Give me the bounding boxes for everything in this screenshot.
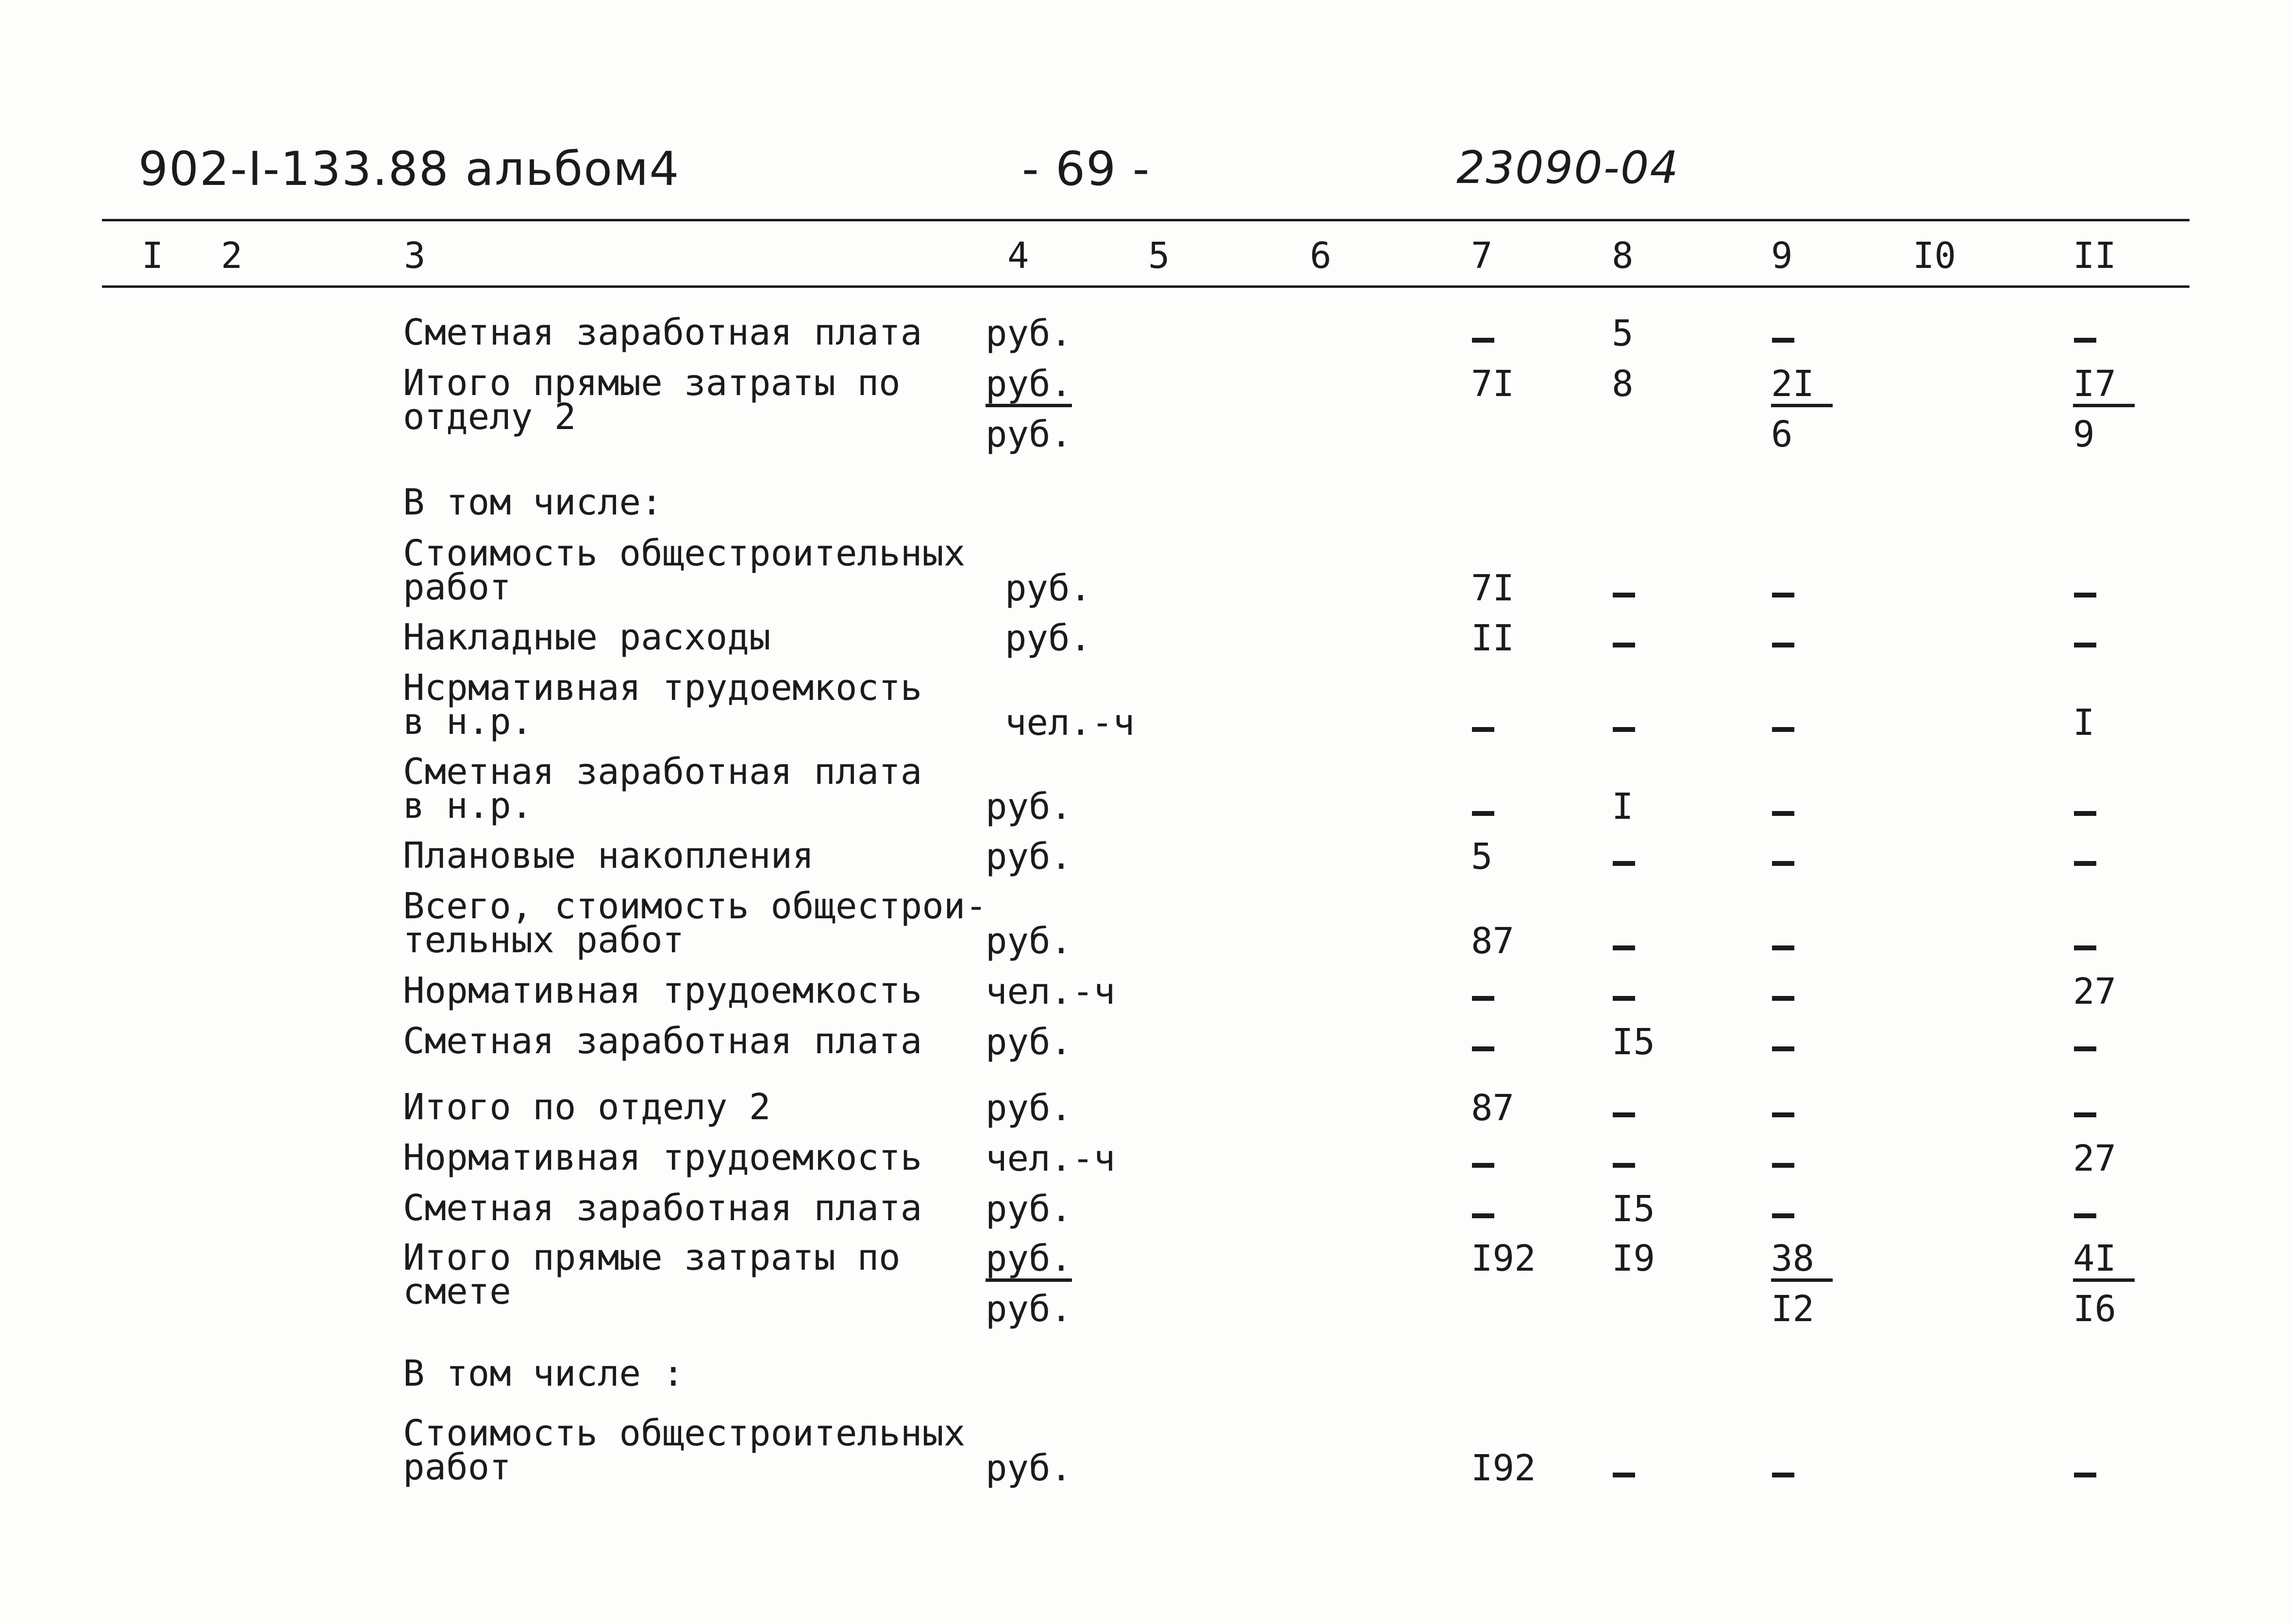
- column-number-6: 6: [1310, 235, 1332, 277]
- section-label: В том числе :: [403, 1353, 685, 1394]
- row-unit: чел.-ч: [986, 1138, 1116, 1179]
- column-number-5: 5: [1148, 235, 1170, 277]
- column-number-4: 4: [1007, 235, 1029, 277]
- dash-mark: [1772, 643, 1794, 647]
- table-top-rule: [102, 219, 2190, 221]
- cell-col7: 7I: [1471, 363, 1515, 405]
- dash-mark: [2074, 1213, 2096, 1218]
- cell-col8: I: [1612, 786, 1634, 828]
- row-unit: чел.-ч: [986, 971, 1116, 1012]
- dash-mark: [1472, 996, 1494, 1001]
- document-code: 23090-04: [1456, 142, 1679, 194]
- row-label: Нсрмативная трудоемкость в н.р.: [403, 667, 922, 743]
- dash-mark: [2074, 945, 2096, 950]
- cell-col7: II: [1471, 617, 1515, 659]
- dash-mark: [1772, 338, 1794, 343]
- cell-col11: 27: [2073, 971, 2117, 1012]
- dash-mark: [2074, 1046, 2096, 1051]
- cell-col8: 8: [1612, 363, 1634, 405]
- dash-mark: [2074, 593, 2096, 597]
- dash-mark: [1613, 1473, 1635, 1477]
- dash-mark: [1472, 1163, 1494, 1168]
- section-label: В том числе:: [403, 481, 663, 523]
- cell-col11: 4I: [2073, 1241, 2135, 1282]
- column-number-8: 8: [1612, 235, 1634, 277]
- column-number-1: I: [142, 235, 164, 277]
- row-unit: руб.: [986, 1188, 1072, 1230]
- column-number-2: 2: [221, 235, 243, 277]
- column-number-3: 3: [404, 235, 426, 277]
- column-number-9: 9: [1771, 235, 1793, 277]
- dash-mark: [1772, 1213, 1794, 1218]
- row-label: Сметная заработная плата: [403, 312, 922, 353]
- dash-mark: [1772, 945, 1794, 950]
- row-unit: руб.: [986, 1021, 1072, 1063]
- cell-col11: 27: [2073, 1138, 2117, 1179]
- dash-mark: [1772, 996, 1794, 1001]
- row-label: Нормативная трудоемкость: [403, 970, 922, 1011]
- row-unit: руб.: [986, 920, 1072, 962]
- cell-col9: 2I: [1771, 366, 1833, 407]
- row-label: Нормативная трудоемкость: [403, 1137, 922, 1178]
- dash-mark: [1472, 1046, 1494, 1051]
- dash-mark: [2074, 643, 2096, 647]
- dash-mark: [1772, 1046, 1794, 1051]
- row-label: Сметная заработная плата: [403, 1187, 922, 1229]
- row-unit: руб.: [986, 1447, 1072, 1489]
- dash-mark: [1472, 338, 1494, 343]
- dash-mark: [1613, 1163, 1635, 1168]
- cell-col9: 38: [1771, 1241, 1833, 1282]
- cell-col8: I5: [1612, 1188, 1655, 1230]
- row-label: Итого по отделу 2: [403, 1086, 771, 1128]
- row-label: Сметная заработная плата в н.р.: [403, 751, 922, 827]
- cell-col8: I5: [1612, 1021, 1655, 1063]
- dash-mark: [1472, 727, 1494, 732]
- page-number: - 69 -: [1022, 142, 1151, 196]
- column-number-7: 7: [1471, 235, 1493, 277]
- dash-mark: [2074, 1473, 2096, 1477]
- dash-mark: [1772, 1473, 1794, 1477]
- row-label: Итого прямые затраты по отделу 2: [403, 362, 901, 438]
- dash-mark: [2074, 861, 2096, 866]
- dash-mark: [1772, 727, 1794, 732]
- dash-mark: [1613, 643, 1635, 647]
- row-unit: руб.: [986, 1241, 1072, 1282]
- dash-mark: [1772, 593, 1794, 597]
- row-unit-denominator: руб.: [986, 1288, 1072, 1330]
- row-label: Плановые накопления: [403, 835, 814, 877]
- cell-col11: I: [2073, 702, 2095, 744]
- dash-mark: [1613, 861, 1635, 866]
- dash-mark: [1613, 945, 1635, 950]
- dash-mark: [1613, 1112, 1635, 1117]
- cell-col7: I92: [1471, 1447, 1536, 1489]
- row-unit: чел.-ч: [1005, 702, 1135, 744]
- dash-mark: [2074, 1112, 2096, 1117]
- row-label: Стоимость общестроительных работ: [403, 532, 966, 608]
- dash-mark: [2074, 338, 2096, 343]
- dash-mark: [1472, 1213, 1494, 1218]
- dash-mark: [1613, 593, 1635, 597]
- cell-col9-denominator: I2: [1771, 1288, 1815, 1330]
- row-label: Сметная заработная плата: [403, 1020, 922, 1062]
- cell-col7: I92: [1471, 1238, 1536, 1279]
- cell-col7: 87: [1471, 920, 1515, 962]
- row-unit: руб.: [986, 786, 1072, 828]
- row-unit-denominator: руб.: [986, 414, 1072, 455]
- cell-col11-denominator: 9: [2073, 414, 2095, 455]
- cell-col11-denominator: I6: [2073, 1288, 2117, 1330]
- cell-col7: 87: [1471, 1087, 1515, 1129]
- cell-col7: 5: [1471, 836, 1493, 878]
- column-header-rule: [102, 285, 2190, 288]
- row-unit: руб.: [986, 836, 1072, 878]
- dash-mark: [1772, 1163, 1794, 1168]
- dash-mark: [1772, 811, 1794, 816]
- row-unit: руб.: [986, 1087, 1072, 1129]
- dash-mark: [1772, 861, 1794, 866]
- row-unit: руб.: [986, 366, 1072, 407]
- dash-mark: [1613, 727, 1635, 732]
- row-unit: руб.: [986, 313, 1072, 354]
- cell-col11: I7: [2073, 366, 2135, 407]
- dash-mark: [1613, 996, 1635, 1001]
- row-label: Всего, стоимость общестрои- тельных работ: [403, 885, 987, 961]
- dash-mark: [1472, 811, 1494, 816]
- row-label: Накладные расходы: [403, 616, 771, 658]
- cell-col8: I9: [1612, 1238, 1655, 1279]
- column-number-11: II: [2073, 235, 2117, 277]
- cell-col7: 7I: [1471, 567, 1515, 609]
- column-number-10: I0: [1913, 235, 1956, 277]
- row-unit: руб.: [1005, 567, 1092, 609]
- dash-mark: [1772, 1112, 1794, 1117]
- document-reference: 902-I-133.88 альбом4: [138, 142, 680, 196]
- row-label: Итого прямые затраты по смете: [403, 1237, 901, 1312]
- row-unit: руб.: [1005, 617, 1092, 659]
- cell-col9-denominator: 6: [1771, 414, 1793, 455]
- cell-col8: 5: [1612, 313, 1634, 354]
- dash-mark: [2074, 811, 2096, 816]
- row-label: Стоимость общестроительных работ: [403, 1412, 966, 1488]
